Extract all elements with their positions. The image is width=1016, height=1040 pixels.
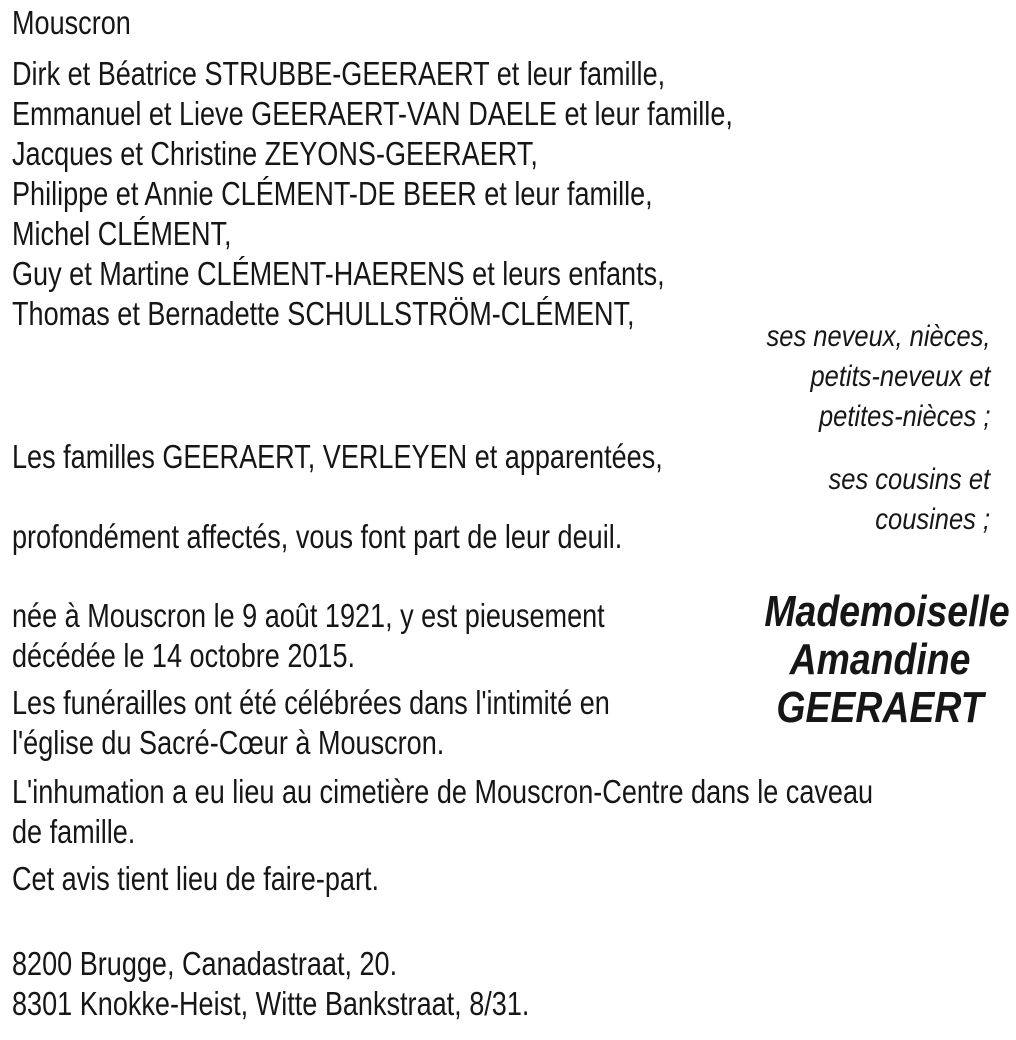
relation-line: ses cousins et	[828, 463, 990, 496]
deceased-first-name: Amandine	[789, 635, 971, 684]
relation-nephews-note	[766, 317, 990, 437]
funeral-paragraph	[12, 683, 610, 763]
families-line	[12, 437, 663, 477]
family-line: Thomas et Bernadette SCHULLSTRÖM-CLÉMENT,	[12, 295, 635, 332]
relation-line: petits-neveux et	[809, 360, 990, 393]
burial-paragraph	[12, 772, 873, 852]
burial-line: de famille.	[12, 813, 136, 850]
burial-line: L'inhumation a eu lieu au cimetière de Mouscron-Centre dans le caveau	[12, 773, 874, 810]
grief-statement	[12, 517, 622, 557]
deceased-last-name: GEERAERT	[776, 683, 984, 732]
families-text: Les familles GEERAERT, VERLEYEN et apparentées,	[12, 438, 663, 475]
relation-line: cousines ;	[875, 503, 990, 536]
death-line: décédée le 14 octobre 2015.	[12, 637, 356, 674]
family-line: Philippe et Annie CLÉMENT-DE BEER et leur famille,	[12, 175, 653, 212]
address-line: 8200 Brugge, Canadastraat, 20.	[12, 945, 398, 982]
life-dates-paragraph	[12, 596, 605, 676]
family-line: Michel CLÉMENT,	[12, 215, 232, 252]
address-list	[12, 944, 529, 1024]
deceased-name-block	[764, 587, 1010, 732]
funeral-line: l'église du Sacré-Cœur à Mouscron.	[12, 724, 445, 761]
family-line: Jacques et Christine ZEYONS-GEERAERT,	[12, 135, 538, 172]
address-line: 8301 Knokke-Heist, Witte Bankstraat, 8/31.	[12, 985, 530, 1022]
funeral-line: Les funérailles ont été célébrées dans l'intimité en	[12, 684, 610, 721]
family-line: Emmanuel et Lieve GEERAERT-VAN DAELE et leur famille,	[12, 95, 733, 132]
grief-text: profondément affectés, vous font part de leur deuil.	[12, 518, 623, 555]
city-label: Mouscron	[12, 4, 131, 41]
family-line: Guy et Martine CLÉMENT-HAERENS et leurs enfants,	[12, 255, 665, 292]
relation-line: petites-nièces ;	[818, 400, 990, 433]
relation-cousins-note	[828, 460, 990, 540]
notice-statement	[12, 859, 379, 899]
family-names-list	[12, 54, 733, 334]
notice-statement-text: Cet avis tient lieu de faire-part.	[12, 860, 379, 897]
deceased-title: Mademoiselle	[764, 587, 1010, 636]
birth-line: née à Mouscron le 9 août 1921, y est pieusement	[12, 597, 605, 634]
notice-city	[12, 3, 131, 43]
family-line: Dirk et Béatrice STRUBBE-GEERAERT et leur famille,	[12, 55, 666, 92]
relation-line: ses neveux, nièces,	[766, 320, 990, 353]
